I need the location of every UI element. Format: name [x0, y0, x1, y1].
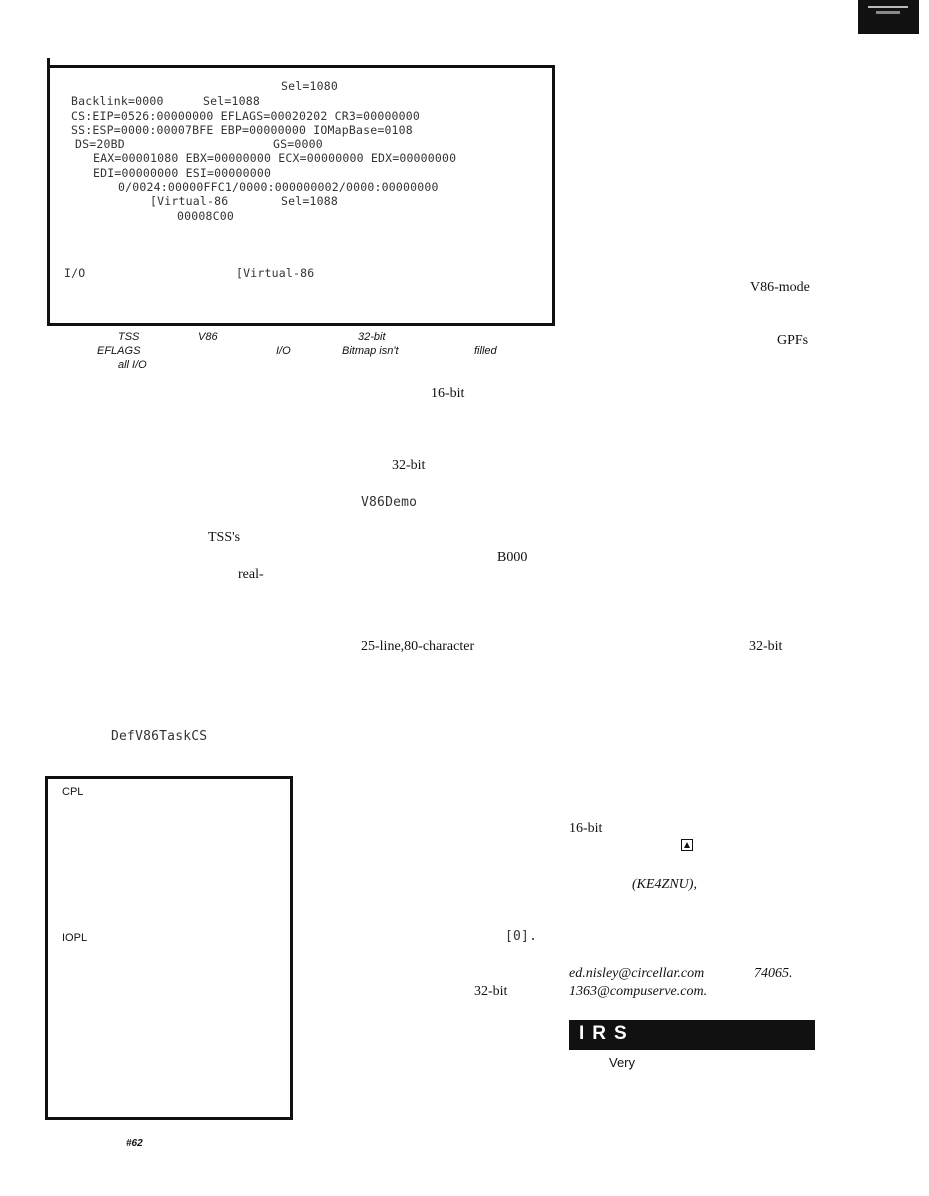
caption-v86: V86	[198, 331, 218, 343]
body-fragment: B000	[497, 550, 528, 565]
body-fragment: GPFs	[777, 333, 809, 348]
compuserve-address[interactable]: 1363@compuserve.com.	[569, 984, 708, 999]
listing-line: 0/0024:00000FFC1/0000:000000002/0000:00000000	[118, 180, 439, 194]
body-fragment: 32-bit	[749, 639, 783, 654]
listing-line: CS:EIP=0526:00000000 EFLAGS=00020202 CR3=00000000	[71, 109, 421, 123]
caption-eflags: EFLAGS	[97, 345, 141, 357]
corner-logo	[858, 0, 919, 34]
body-fragment: 32-bit	[474, 984, 508, 999]
caption-tss: TSS	[118, 331, 140, 343]
listing-line: Sel=1080	[281, 79, 338, 93]
body-code: [0].	[505, 929, 538, 944]
irs-banner	[569, 1020, 815, 1050]
listing-line: [Virtual-86	[236, 266, 315, 280]
body-fragment: 25-line,80-character	[361, 639, 475, 654]
irs-title: IRS	[579, 1023, 635, 1044]
compuserve-id-part: 74065.	[754, 966, 793, 981]
listing-line: 00008C00	[177, 209, 234, 223]
body-callsign: (KE4ZNU),	[632, 877, 697, 892]
email-address[interactable]: ed.nisley@circellar.com	[569, 966, 705, 981]
caption-bitmap: Bitmap isn't	[342, 345, 399, 357]
listing-line: Backlink=0000	[71, 94, 164, 108]
listing-line: I/O	[64, 266, 86, 280]
listing-line: DS=20BD	[75, 137, 125, 151]
listing-line: Sel=1088	[203, 94, 260, 108]
table-label-cpl: CPL	[62, 786, 84, 798]
body-fragment: 16-bit	[569, 821, 603, 836]
listing-line: EDI=00000000 ESI=00000000	[93, 166, 272, 180]
body-fragment: real-	[238, 567, 264, 582]
body-code: V86Demo	[361, 495, 418, 510]
caption-io: I/O	[276, 345, 291, 357]
body-fragment: 16-bit	[431, 386, 465, 401]
listing-line: SS:ESP=0000:00007BFE EBP=00000000 IOMapBase=0108	[71, 123, 413, 137]
caption-32bit: 32-bit	[358, 331, 386, 343]
caption-filled: filled	[474, 345, 497, 357]
irs-fragment: Very	[609, 1055, 636, 1070]
body-fragment: TSS's	[208, 530, 241, 545]
listing-line: [Virtual-86	[150, 194, 229, 208]
page-number: #62	[126, 1138, 143, 1149]
end-of-article-icon	[681, 839, 693, 851]
table-label-iopl: IOPL	[62, 932, 88, 944]
table-box	[45, 776, 293, 1120]
listing-line: GS=0000	[273, 137, 323, 151]
body-fragment: V86-mode	[750, 280, 810, 295]
listing-line: Sel=1088	[281, 194, 338, 208]
caption-allio: all I/O	[118, 359, 147, 371]
body-code: DefV86TaskCS	[111, 729, 208, 744]
listing-line: EAX=00001080 EBX=00000000 ECX=00000000 EDX=00000000	[93, 151, 457, 165]
body-fragment: 32-bit	[392, 458, 426, 473]
